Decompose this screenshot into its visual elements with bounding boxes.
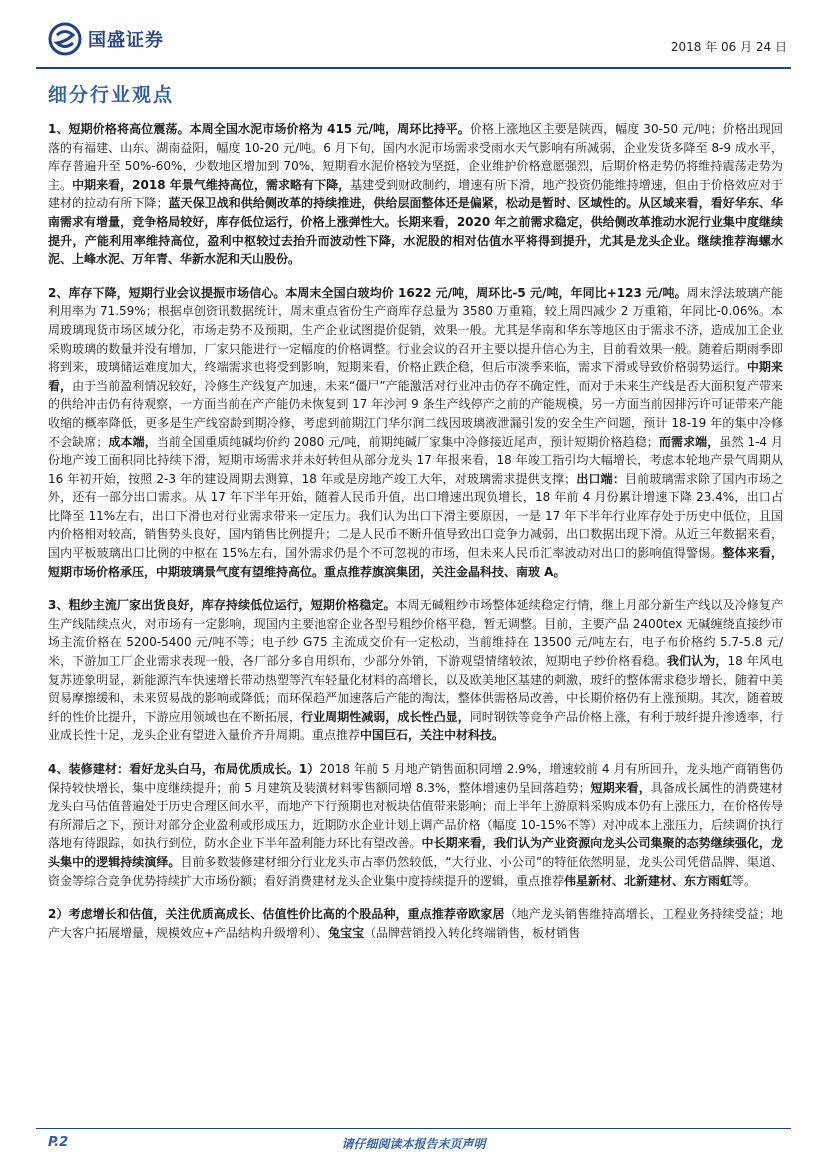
header-divider	[36, 67, 791, 69]
bold-run: 1、短期价格将高位震荡。本周全国水泥市场价格为 415 元/吨，周环比持平。	[48, 122, 470, 136]
text-run: 2018 年前 5 月地产销售面积同增 2.9%，增速较前 4 月有所回升，龙头地产商销售仍保持较快增长，集中度继续提升；前 5 月建筑及装潢材料零售额同增 8.3%，整体增速仍呈回落趋势；	[48, 762, 784, 795]
text-run: 当前全国重质纯碱均价约 2080 元/吨，前期纯碱厂家集中冷修接近尾声，预计短期价格趋稳；	[156, 434, 659, 449]
bold-run: 2）考虑增长和估值，关注优质高成长、估值性价比高的个股品种，重点推荐帝欧家居	[48, 907, 505, 922]
company-logo-icon	[48, 22, 82, 56]
report-body	[48, 120, 783, 957]
bold-run: 成本端，	[108, 434, 157, 449]
footer-divider	[36, 1128, 791, 1129]
paragraph-3	[48, 596, 783, 745]
section-title: 细分行业观点	[48, 84, 175, 106]
bold-run: 我们认为，	[666, 654, 728, 669]
bold-run: 而需求端，	[658, 434, 720, 449]
disclaimer-note: 请仔细阅读本报告末页声明	[341, 1137, 486, 1151]
bold-run: 整体来看，短期市场价格承压，中期玻璃景气度有望维持高位。重点推荐旗滨集团，关注金晶科技、南玻 A。	[48, 546, 783, 579]
bold-run: 蓝天保卫战和供给侧改革的持续推进，供给层面整体还是偏紧，松动是暂时、区域性的。从区域来看，看好华东、华南需求有增量，竞争格局较好，库存低位运行，价格上涨弹性大。长期来看，2020 年之前需求稳定，供给侧改革推动水泥行业集中度继续提升，产能利用率维持高位，盈利中枢较过去抬升而波动性下降，水泥股的相对估值水平将得到提升，尤其是龙头企业。继续推荐海螺水泥、上峰水泥、万年青、华新水泥和天山股份。	[48, 196, 783, 267]
paragraph-4	[48, 760, 783, 890]
text-run: 周末浮法玻璃产能利用率为 71.59%；根据卓创资讯数据统计，周末重点省份生产商库存总量为 3580 万重箱，较上周四减少 2 万重箱，年同比-0.06%。本周玻璃现货市场区域分化，市场走势不及预期，生产企业试图提价促销，效果一般。尤其是华南和华东等地区由于需求不济，造成加工企业采购玻璃的数量并没有增加，厂家只能进行一定幅度的价格调整。行业会议的召开主要以提升信心为主，目前看效果一般。随着后期雨季即将到来，玻璃储运难度加大，终端需求也将受到影响，短期来看，价格止跌企稳，但后市淡季来临，需求下滑或导致价格弱势运行。	[48, 285, 783, 375]
text-run: 虽然 1-4 月份地产竣工面积同比持续下滑，短期市场需求并未好转但从部分龙头 17 年报来看，18 年竣工指引均大幅增长，考虑本轮地产景气周期从 16 年初开始，按照 2-3 年的建设周期去测算，18 年或是房地产竣工大年，对玻璃需求提供支撑；	[48, 434, 783, 486]
text-run: 由于当前盈利情况较好，冷修生产线复产加速，未来“僵尸”产能激活对行业冲击仍存不确定性，而对于未来生产线是否大面积复产带来的供给冲击仍有待观察，一方面当前在产产能仍未恢复到 17 年沙河 9 条生产线停产之前的产能规模，另一方面当前因排污许可证带来产能收缩的概率降低，更多是生产线窑龄到期冷修，考虑到前期江门华尔润二线因玻璃液泄漏引发的安全生产问题，预计 18-19 年的集中冷修不会缺席；	[48, 378, 783, 449]
bold-run: 出口端：	[576, 471, 625, 486]
text-run: 本周无碱粗纱市场整体延续稳定行情，继上月部分新生产线以及冷修复产生产线陆续点火，对市场有一定影响，现国内主要池窑企业各型号粗纱价格平稳，暂无调整。目前，主要产品 2400tex 无碱缠绕直接纱市场主流价格在 5200-5400 元/吨不等；电子纱 G75 主流成交价有一定松动，当前维持在 13500 元/吨左右，电子布价格约 5.7-5.8 元/米，下游加工厂企业需求表现一般，各厂部分多自用织布，少部分外销，下游观望情绪较浓，短期电子纱价格看稳。	[48, 598, 783, 669]
bold-run: 3、粗纱主流厂家出货良好，库存持续低位运行，短期价格稳定。	[48, 598, 396, 613]
text-run: 具备成长属性的消费建材龙头白马估值普遍处于历史合理区间水平，而地产下行预期也对板块估值带来影响；而上半年上游原料采购成本仍有上涨压力，在价格传导有所滞后之下，预计对部分企业盈利或形成压力，近期防水企业计划上调产品价格（幅度 10-15%不等）对冲成本上涨压力，后续调价执行落地有待跟踪，如执行到位，防水企业下半年盈利能力环比有望改善。	[48, 780, 783, 851]
text-run: 等。	[732, 873, 757, 888]
bold-run: 短期来看，	[590, 780, 651, 795]
text-run: 目前玻璃需求除了国内市场之外，还有一部分出口需求。从 17 年下半年开始，随着人民币升值，出口增速出现负增长，18 年前 4 月份累计增速下降 23.4%，出口占比降至 11%左右，出口下滑也对行业需求带来一定压力。我们认为出口下滑主要原因，一是 17 年下半年行业库存处于历史中低位，且国内价格相对较高，销售势头良好，国内销售比例提升；二是人民币不断升值导致出口竞争力减弱，出口数据出现下滑。从近三年数据来看，国内平板玻璃出口比例的中枢在 15%左右，国外需求仍是个不可忽视的市场，但未来人民币汇率波动对出口的影响值得警惕。	[48, 471, 783, 561]
bold-run: 行业周期性减弱，成长性凸显，	[301, 709, 470, 724]
paragraph-1	[48, 120, 783, 269]
bold-run: 中期来看，	[48, 360, 783, 393]
paragraph-2	[48, 284, 783, 582]
bold-run: 中长期来看，我们认为产业资源向龙头公司集聚的态势继续强化，龙头集中的逻辑持续演绎。	[48, 836, 783, 869]
page-number: P.2	[48, 1135, 69, 1150]
paragraph-5	[48, 905, 783, 942]
bold-run: 中国巨石，关注中材科技。	[360, 728, 505, 743]
text-run: 18 年风电复苏迹象明显，新能源汽车快速增长带动热塑等汽车轻量化材料的高增长，以及欧美地区基建的刺激，玻纤的整体需求稳步增长，随着中美贸易摩擦缓和，未来贸易战的影响或降低；而环保趋严加速落后产能的淘汰，整体供需格局改善，中长期价格仍有上涨预期。其次，随着玻纤的性价比提升，下游应用领域也在不断拓展，	[48, 654, 783, 724]
bold-run: 2、库存下降，短期行业会议提振市场信心。本周末全国白玻均价 1622 元/吨，周环比-5 元/吨，年同比+123 元/吨。	[48, 285, 687, 300]
bold-run: 4、装修建材：看好龙头白马，布局优质成长。1）	[48, 762, 320, 776]
page-header	[36, 20, 791, 66]
text-run: 基建受到财政制约，增速有所下滑，地产投资仍能维持增速，但由于价格效应对于建材的拉动有所下降；	[48, 177, 783, 211]
text-run: 同时钢铁等竞争产品价格上涨，有利于玻纤提升渗透率，行业成长性十足，龙头企业有望进入量价齐升周期。重点推荐	[48, 709, 783, 743]
text-run: 目前多数装修建材细分行业龙头市占率仍然较低，“大行业、小公司”的特征依然明显，龙头公司凭借品牌、渠道、资金等综合竞争优势持续扩大市场份额；看好消费建材龙头企业集中度持续提升的逻辑，重点推荐	[48, 854, 783, 888]
report-date: 2018 年 06 月 24 日	[670, 40, 787, 54]
text-run: （品牌营销投入转化终端销售，板材销售	[364, 925, 581, 940]
text-run: 价格上涨地区主要是陕西，幅度 30-50 元/吨；价格出现回落的有福建、山东、湖南益阳，幅度 10-20 元/吨。6 月下旬，国内水泥市场需求受雨水天气影响有所减弱，企业发货多降至 8-9 成水平，库存普遍升至 50%-60%，少数地区增加到 70%，短期看水泥价格较为坚挺，企业维护价格意愿强烈，后期价格走势仍将维持震荡走势为主。	[48, 122, 784, 192]
text-run: （地产龙头销售维持高增长，工程业务持续受益；地产大客户拓展增量，规模效应+产品结构升级增利）、	[48, 907, 783, 940]
company-name: 国盛证券	[88, 30, 164, 51]
bold-run: 中期来看，2018 年景气维持高位，需求略有下降，	[72, 177, 351, 192]
bold-run: 兔宝宝	[328, 925, 365, 940]
bold-run: 伟星新材、北新建材、东方雨虹	[564, 873, 733, 888]
